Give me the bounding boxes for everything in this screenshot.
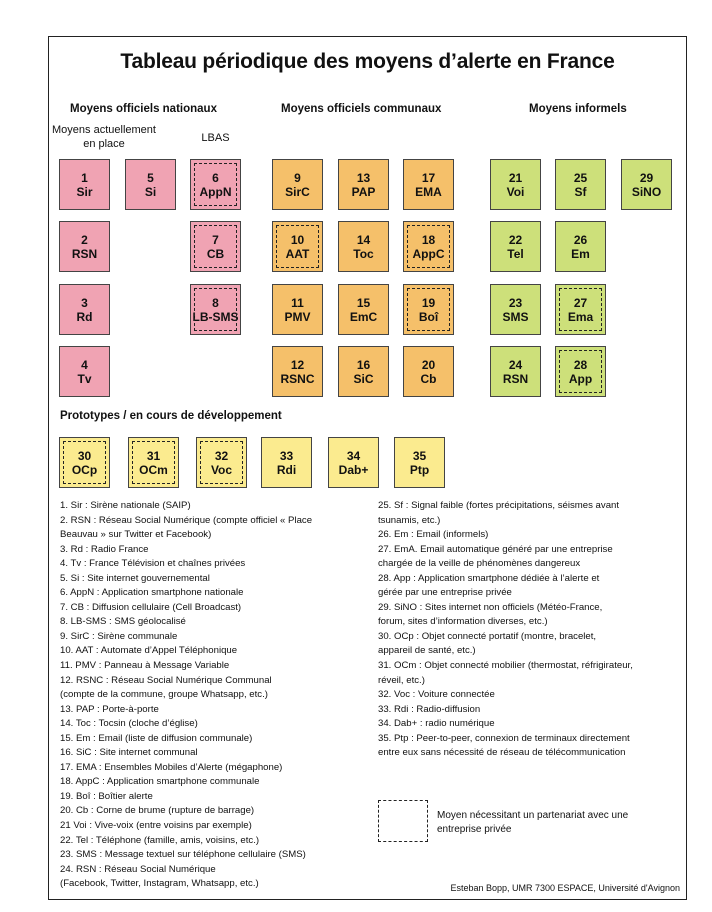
tile-4	[59, 346, 110, 397]
legend-line: 12. RSNC : Réseau Social Numérique Communal	[60, 674, 272, 686]
legend-line: appareil de santé, etc.)	[378, 645, 476, 657]
tile-number: 23	[508, 295, 523, 310]
tile-number: 18	[421, 232, 436, 247]
legend-line: 3. Rd : Radio France	[60, 543, 149, 555]
legend-line: 1. Sir : Sirène nationale (SAIP)	[60, 500, 191, 511]
legend-line: 30. OCp : Objet connecté portatif (montre, bracelet,	[378, 630, 597, 642]
tile-2	[59, 221, 110, 272]
legend-line: (compte de la commune, groupe Whatsapp, etc.)	[60, 689, 268, 701]
tile-number: 33	[279, 448, 294, 463]
legend-line: 13. PAP : Porte-à-porte	[60, 703, 159, 715]
tile-number: 3	[81, 295, 88, 310]
legend-line: 22. Tel : Téléphone (famille, amis, voisins, etc.)	[60, 834, 260, 846]
tile-abbreviation: CB	[206, 246, 225, 261]
legend-line: 21 Voi : Vive-voix (entre voisins par exemple)	[60, 820, 252, 832]
tile-abbreviation: PAP	[351, 184, 376, 199]
tile-abbreviation: LB-SMS	[192, 309, 239, 324]
legend-line: 20. Cb : Corne de brume (rupture de barrage)	[60, 805, 255, 817]
tile-abbreviation: SiC	[353, 371, 374, 386]
legend-line: entre eux sans nécessité de réseau de télécommunication	[378, 747, 626, 759]
tile-number: 15	[356, 295, 371, 310]
tile-33	[261, 437, 312, 488]
tile-3	[59, 284, 110, 335]
tile-number: 14	[356, 232, 371, 247]
legend-line: 19. Boî : Boîtier alerte	[60, 790, 153, 802]
tile-21	[490, 159, 541, 210]
legend-line: 14. Toc : Tocsin (cloche d’église)	[60, 718, 198, 730]
legend-line: 33. Rdi : Radio-diffusion	[378, 703, 481, 715]
tile-abbreviation: AppN	[199, 184, 232, 199]
subheader-en-place-line1: Moyens actuellement	[52, 124, 156, 136]
legend-line: 2. RSN : Réseau Social Numérique (compte officiel « Place	[60, 514, 313, 526]
legend-line: 15. Em : Email (liste de diffusion communale)	[60, 732, 253, 744]
legend-line: 5. Si : Site internet gouvernemental	[60, 572, 210, 584]
tile-number: 16	[356, 357, 371, 372]
tile-number: 12	[290, 357, 305, 372]
tile-abbreviation: OCp	[71, 462, 98, 477]
tile-abbreviation: EMA	[415, 184, 442, 199]
tile-abbreviation: AppC	[412, 246, 445, 261]
tile-abbreviation: Boî	[418, 309, 439, 324]
tile-6	[190, 159, 241, 210]
partner-legend-text	[437, 809, 677, 837]
tile-abbreviation: Voc	[210, 462, 233, 477]
tile-number: 6	[212, 170, 219, 185]
page-title: Tableau périodique des moyens d’alerte en France	[120, 50, 615, 73]
tile-number: 5	[147, 170, 154, 185]
tile-number: 13	[356, 170, 371, 185]
tile-abbreviation: Rd	[76, 309, 93, 324]
tile-abbreviation: Em	[571, 246, 590, 261]
tile-number: 22	[508, 232, 523, 247]
tile-number: 21	[508, 170, 523, 185]
tile-abbreviation: Toc	[353, 246, 374, 261]
legend-line: 25. Sf : Signal faible (fortes précipitations, séismes avant	[378, 500, 620, 511]
tile-abbreviation: Sir	[76, 184, 93, 199]
legend-line: (Facebook, Twitter, Instagram, Whatsapp, etc.)	[60, 878, 259, 890]
tile-number: 4	[81, 357, 88, 372]
tile-number: 11	[291, 295, 304, 310]
tile-16	[338, 346, 389, 397]
tile-abbreviation: SMS	[502, 309, 529, 324]
tile-abbreviation: AAT	[285, 246, 310, 261]
legend-line: 32. Voc : Voiture connectée	[378, 689, 495, 701]
legend-line: 11. PMV : Panneau à Message Variable	[60, 660, 230, 672]
tile-35	[394, 437, 445, 488]
legend-line: 7. CB : Diffusion cellulaire (Cell Broadcast)	[60, 601, 242, 613]
tile-number: 9	[294, 170, 301, 185]
header-prototypes: Prototypes / en cours de développement	[60, 410, 282, 422]
tile-number: 17	[421, 170, 436, 185]
tile-5	[125, 159, 176, 210]
tile-30	[59, 437, 110, 488]
tile-abbreviation: SirC	[285, 184, 310, 199]
tile-abbreviation: Ptp	[409, 462, 430, 477]
tile-9	[272, 159, 323, 210]
tile-number: 26	[573, 232, 588, 247]
tile-number: 7	[212, 232, 219, 247]
legend-line: 8. LB-SMS : SMS géolocalisé	[60, 616, 186, 628]
tile-abbreviation: Rdi	[276, 462, 297, 477]
tile-abbreviation: App	[568, 371, 593, 386]
header-nationaux: Moyens officiels nationaux	[70, 103, 217, 115]
tile-19	[403, 284, 454, 335]
legend-line: 6. AppN : Application smartphone nationale	[60, 587, 244, 599]
legend-left	[60, 499, 312, 892]
legend-line: chargée de la veille de phénomènes dangereux	[378, 558, 581, 570]
tile-abbreviation: Voi	[506, 184, 525, 199]
tile-number: 31	[146, 448, 161, 463]
partner-legend-line1: Moyen nécessitant un partenariat avec une	[437, 810, 629, 821]
legend-line: Beauvau » sur Twitter et Facebook)	[60, 529, 212, 541]
tile-abbreviation: RSN	[502, 371, 529, 386]
tile-number: 8	[212, 295, 219, 310]
legend-line: 24. RSN : Réseau Social Numérique	[60, 863, 216, 875]
header-communaux: Moyens officiels communaux	[281, 103, 442, 115]
legend-line: 16. SiC : Site internet communal	[60, 747, 198, 759]
tile-31	[128, 437, 179, 488]
tile-number: 1	[81, 170, 88, 185]
tile-number: 27	[573, 295, 588, 310]
legend-line: 10. AAT : Automate d’Appel Téléphonique	[60, 645, 238, 657]
tile-abbreviation: Sf	[574, 184, 587, 199]
tile-15	[338, 284, 389, 335]
tile-28	[555, 346, 606, 397]
legend-line: 34. Dab+ : radio numérique	[378, 718, 495, 730]
legend-line: 9. SirC : Sirène communale	[60, 630, 178, 642]
tile-24	[490, 346, 541, 397]
subheader-en-place	[50, 123, 158, 151]
legend-line: réveil, etc.)	[378, 674, 425, 686]
legend-line: 35. Ptp : Peer-to-peer, connexion de terminaux directement	[378, 732, 630, 744]
tile-number: 25	[573, 170, 588, 185]
tile-abbreviation: RSN	[71, 246, 98, 261]
tile-11	[272, 284, 323, 335]
tile-25	[555, 159, 606, 210]
legend-line: forum, sites d’information diverses, etc.)	[378, 616, 548, 628]
tile-number: 19	[421, 295, 436, 310]
legend-line: 31. OCm : Objet connecté mobilier (thermostat, réfrigirateur,	[378, 660, 633, 672]
tile-number: 30	[77, 448, 92, 463]
tile-abbreviation: Tv	[77, 371, 92, 386]
tile-number: 24	[508, 357, 523, 372]
partner-legend-line2: entreprise privée	[437, 824, 512, 835]
legend-line: 4. Tv : France Télévision et chaînes privées	[60, 558, 246, 570]
tile-number: 20	[421, 357, 436, 372]
tile-1	[59, 159, 110, 210]
tile-abbreviation: Si	[144, 184, 157, 199]
legend-line: gérée par une entreprise privée	[378, 587, 512, 599]
tile-number: 10	[290, 232, 305, 247]
legend-line: 27. EmA. Email automatique généré par une entreprise	[378, 543, 613, 555]
tile-abbreviation: SiNO	[631, 184, 662, 199]
legend-right	[378, 499, 633, 761]
tile-14	[338, 221, 389, 272]
legend-line: 18. AppC : Application smartphone communale	[60, 776, 260, 788]
tile-abbreviation: RSNC	[280, 371, 315, 386]
tile-abbreviation: EmC	[349, 309, 378, 324]
tile-8	[190, 284, 241, 335]
legend-line: 23. SMS : Message textuel sur téléphone cellulaire (SMS)	[60, 849, 306, 861]
tile-10	[272, 221, 323, 272]
tile-23	[490, 284, 541, 335]
tile-number: 32	[214, 448, 229, 463]
legend-line: 17. EMA : Ensembles Mobiles d’Alerte (mégaphone)	[60, 761, 283, 773]
tile-number: 29	[639, 170, 654, 185]
tile-number: 28	[573, 357, 588, 372]
tile-abbreviation: Dab+	[338, 462, 369, 477]
tile-number: 35	[412, 448, 427, 463]
tile-18	[403, 221, 454, 272]
tile-12	[272, 346, 323, 397]
tile-abbreviation: OCm	[139, 462, 168, 477]
subheader-lbas: LBAS	[201, 132, 230, 144]
partner-legend-swatch	[378, 800, 428, 842]
tile-26	[555, 221, 606, 272]
tile-22	[490, 221, 541, 272]
credit: Esteban Bopp, UMR 7300 ESPACE, Université d'Avignon	[450, 883, 680, 893]
tile-29	[621, 159, 672, 210]
tile-13	[338, 159, 389, 210]
legend-line: tsunamis, etc.)	[378, 514, 441, 526]
tile-abbreviation: PMV	[284, 309, 311, 324]
legend-line: 29. SiNO : Sites internet non officiels (Météo-France,	[378, 601, 603, 613]
tile-number: 34	[346, 448, 361, 463]
tile-abbreviation: Ema	[567, 309, 594, 324]
tile-number: 2	[81, 232, 88, 247]
legend-line: 26. Em : Email (informels)	[378, 529, 489, 541]
tile-7	[190, 221, 241, 272]
tile-34	[328, 437, 379, 488]
tile-20	[403, 346, 454, 397]
tile-abbreviation: Tel	[507, 246, 524, 261]
tile-32	[196, 437, 247, 488]
legend-line: 28. App : Application smartphone dédiée à l’alerte et	[378, 572, 600, 584]
header-informels: Moyens informels	[529, 103, 627, 115]
tile-abbreviation: Cb	[420, 371, 437, 386]
tile-27	[555, 284, 606, 335]
subheader-en-place-line2: en place	[83, 138, 125, 150]
tile-17	[403, 159, 454, 210]
